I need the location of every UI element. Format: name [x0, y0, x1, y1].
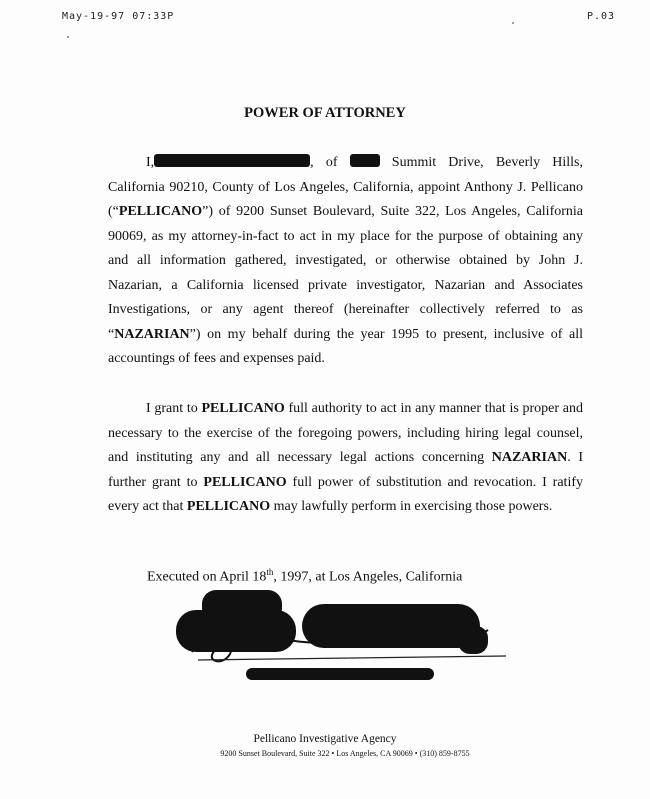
fax-header-page-number: P.03: [587, 11, 616, 22]
p1-text1: Summit Drive, Beverly Hills, California 90210, County of Los Angeles, California, appoint Anthony J. Pellicano (“: [108, 155, 584, 219]
scan-speck: [67, 36, 69, 38]
footer-address: 9200 Sunset Boulevard, Suite 322 • Los Angeles, CA 90069 • (310) 859-8755: [220, 749, 470, 758]
p1-intro: I,: [146, 155, 155, 170]
footer-agency-name: Pellicano Investigative Agency: [253, 733, 397, 745]
signature-line: [198, 656, 506, 660]
p2-bold-pellicano-2: PELLICANO: [203, 474, 287, 490]
paragraph-authority: [108, 397, 583, 520]
scan-speck: [512, 22, 514, 24]
p2-bold-pellicano-1: PELLICANO: [201, 401, 285, 416]
p2-bold-pellicano-3: PELLICANO: [186, 499, 271, 514]
signature-redaction-tail: [458, 626, 488, 654]
p2-text5: may lawfully perform in exercising those powers.: [270, 499, 553, 514]
exec-prefix: Executed on April 18: [147, 569, 267, 585]
p2-text1: I grant to: [146, 401, 202, 416]
p1-text2: ”) of 9200 Sunset Boulevard, Suite 322, Los Angeles, California 90069, as my attorney-in-fact to act in my place for the purpose of obtaining any and all information gathered, investigated, or otherwise obtained by John J. Nazarian, a California licensed private investigator, Nazarian and Associates Investigations, or any agent thereof (hereinafter collectively referred to as “: [108, 204, 583, 342]
signature-redaction-right: [302, 604, 480, 648]
fax-header-timestamp: May-19-97 07:33P: [62, 11, 175, 22]
signature-redaction-left: [176, 610, 296, 652]
p1-after-name: , of: [310, 155, 338, 170]
paragraph-appointment: [108, 151, 583, 372]
p2-text4: full power of substitution and revocation. I ratify every act that: [108, 474, 583, 514]
exec-suffix: , 1997, at Los Angeles, California: [273, 569, 463, 585]
document-title: POWER OF ATTORNEY: [244, 105, 406, 121]
p2-text2: full authority to act in any manner that is proper and necessary to the exercise of the foregoing powers, including hiring legal counsel, and instituting any and all necessary legal actions concerning: [108, 401, 583, 465]
p2-text3: . I further grant to: [108, 450, 583, 490]
redacted-name: [154, 154, 310, 167]
exec-superscript: th: [266, 567, 274, 577]
p1-bold-nazarian: NAZARIAN: [114, 326, 190, 342]
redacted-printed-name: [246, 668, 434, 680]
redacted-signature-block: [170, 590, 510, 690]
execution-line: [147, 567, 462, 586]
p1-text3: ”) on my behalf during the year 1995 to present, inclusive of all accountings of fees and expenses paid.: [108, 326, 583, 366]
p2-bold-nazarian: NAZARIAN: [491, 450, 568, 465]
redacted-street-number: [350, 154, 380, 167]
p1-bold-pellicano: PELLICANO: [118, 204, 203, 219]
